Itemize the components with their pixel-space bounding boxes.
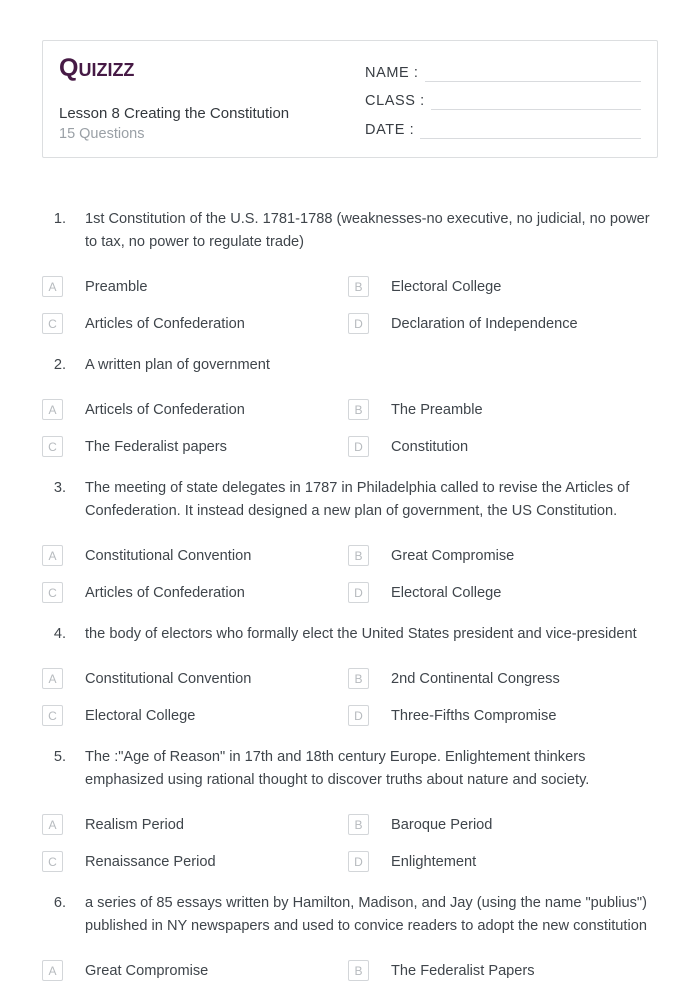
quiz-title-block — [59, 104, 365, 143]
option-label: Articles of Confederation — [85, 315, 245, 332]
option-label: Electoral College — [85, 707, 196, 724]
question-block — [42, 623, 658, 742]
option-label: Articels of Confederation — [85, 401, 245, 418]
option-checkbox[interactable]: D — [348, 705, 369, 726]
option-label: Articles of Confederation — [85, 584, 245, 601]
option-label: Preamble — [85, 278, 148, 295]
option-label: Realism Period — [85, 816, 184, 833]
answer-option[interactable] — [42, 814, 348, 835]
question-head — [42, 623, 658, 646]
class-field-row — [365, 86, 641, 111]
options-grid — [42, 399, 658, 473]
option-checkbox[interactable]: C — [42, 851, 63, 872]
date-field-label: DATE : — [365, 122, 415, 139]
option-checkbox[interactable]: A — [42, 814, 63, 835]
answer-option[interactable] — [42, 582, 348, 603]
question-number: 3. — [53, 480, 66, 496]
option-checkbox[interactable]: B — [348, 276, 369, 297]
question-block — [42, 892, 658, 990]
answer-option[interactable] — [42, 313, 348, 334]
answer-option[interactable] — [348, 851, 658, 872]
answer-option[interactable] — [348, 668, 658, 689]
answer-option[interactable] — [348, 960, 658, 981]
options-grid — [42, 814, 658, 888]
options-grid — [42, 545, 658, 619]
option-label: Electoral College — [391, 584, 502, 601]
question-text: A written plan of government — [85, 357, 270, 373]
option-checkbox[interactable]: D — [348, 313, 369, 334]
question-head — [42, 208, 658, 254]
option-checkbox[interactable]: D — [348, 851, 369, 872]
option-checkbox[interactable]: D — [348, 582, 369, 603]
question-block — [42, 208, 658, 350]
option-label: Enlightement — [391, 853, 477, 870]
option-checkbox[interactable]: B — [348, 668, 369, 689]
quizizz-logo: Quizizz — [59, 54, 135, 82]
question-list — [42, 208, 658, 990]
answer-option[interactable] — [348, 582, 658, 603]
quiz-title: Lesson 8 Creating the Constitution — [59, 105, 290, 122]
question-number: 2. — [53, 357, 66, 373]
option-checkbox[interactable]: D — [348, 436, 369, 457]
option-checkbox[interactable]: C — [42, 705, 63, 726]
answer-option[interactable] — [42, 399, 348, 420]
worksheet-header — [42, 40, 658, 158]
option-label: 2nd Continental Congress — [391, 670, 560, 687]
answer-option[interactable] — [42, 851, 348, 872]
question-text: The meeting of state delegates in 1787 in Philadelphia called to revise the Articles of Confederation. It instead designed a new plan of government, the US Constitution. — [85, 480, 630, 519]
option-checkbox[interactable]: C — [42, 436, 63, 457]
answer-option[interactable] — [42, 668, 348, 689]
option-label: Baroque Period — [391, 816, 493, 833]
option-label: Renaissance Period — [85, 853, 216, 870]
answer-option[interactable] — [348, 399, 658, 420]
answer-option[interactable] — [42, 960, 348, 981]
options-grid — [42, 276, 658, 350]
question-number: 1. — [53, 211, 66, 227]
question-block — [42, 746, 658, 888]
question-text: a series of 85 essays written by Hamilton, Madison, and Jay (using the name "publius") published in NY newspapers and used to convice readers to adopt the new constitution — [85, 895, 647, 934]
question-text: the body of electors who formally elect the United States president and vice-president — [85, 626, 637, 642]
answer-option[interactable] — [42, 545, 348, 566]
option-checkbox[interactable]: A — [42, 960, 63, 981]
option-label: The Federalist Papers — [391, 962, 535, 979]
option-label: Great Compromise — [391, 547, 515, 564]
option-checkbox[interactable]: B — [348, 814, 369, 835]
option-label: Constitutional Convention — [85, 670, 252, 687]
question-number: 6. — [53, 895, 66, 911]
question-head — [42, 746, 658, 792]
name-field-label: NAME : — [365, 64, 419, 81]
option-checkbox[interactable]: A — [42, 276, 63, 297]
options-grid — [42, 668, 658, 742]
option-label: Constitutional Convention — [85, 547, 252, 564]
question-head — [42, 477, 658, 523]
option-label: Declaration of Independence — [391, 315, 578, 332]
option-label: Constitution — [391, 438, 469, 455]
date-field-row — [365, 114, 641, 139]
option-label: Great Compromise — [85, 962, 209, 979]
option-label: Electoral College — [391, 278, 502, 295]
option-label: Three-Fifths Compromise — [391, 707, 557, 724]
question-head — [42, 354, 658, 377]
option-checkbox[interactable]: A — [42, 668, 63, 689]
option-checkbox[interactable]: C — [42, 313, 63, 334]
option-checkbox[interactable]: B — [348, 960, 369, 981]
option-label: The Preamble — [391, 401, 483, 418]
question-number: 5. — [53, 749, 66, 765]
question-block — [42, 354, 658, 473]
question-text: The :"Age of Reason" in 17th and 18th century Europe. Enlightement thinkers emphasized using rational thought to discover truths about nature and society. — [85, 749, 590, 788]
answer-option[interactable] — [348, 313, 658, 334]
date-field-line[interactable] — [420, 119, 641, 139]
question-head — [42, 892, 658, 938]
answer-option[interactable] — [348, 814, 658, 835]
option-checkbox[interactable]: C — [42, 582, 63, 603]
option-label: The Federalist papers — [85, 438, 227, 455]
question-text: 1st Constitution of the U.S. 1781-1788 (weaknesses-no executive, no judicial, no power to tax, no power to regulate trade) — [85, 211, 650, 250]
class-field-label: CLASS : — [365, 93, 425, 110]
answer-option[interactable] — [348, 436, 658, 457]
answer-option[interactable] — [42, 436, 348, 457]
question-count: 15 Questions — [59, 126, 145, 142]
option-checkbox[interactable]: A — [42, 399, 63, 420]
answer-option[interactable] — [348, 705, 658, 726]
header-left — [59, 55, 365, 143]
option-checkbox[interactable]: B — [348, 545, 369, 566]
header-fields — [365, 55, 641, 143]
class-field-line[interactable] — [431, 90, 641, 110]
options-grid — [42, 960, 658, 990]
question-block — [42, 477, 658, 619]
answer-option[interactable] — [348, 276, 658, 297]
option-checkbox[interactable]: A — [42, 545, 63, 566]
answer-option[interactable] — [42, 705, 348, 726]
answer-option[interactable] — [348, 545, 658, 566]
answer-option[interactable] — [42, 276, 348, 297]
name-field-row — [365, 57, 641, 82]
question-number: 4. — [53, 626, 66, 642]
option-checkbox[interactable]: B — [348, 399, 369, 420]
name-field-line[interactable] — [425, 62, 641, 82]
